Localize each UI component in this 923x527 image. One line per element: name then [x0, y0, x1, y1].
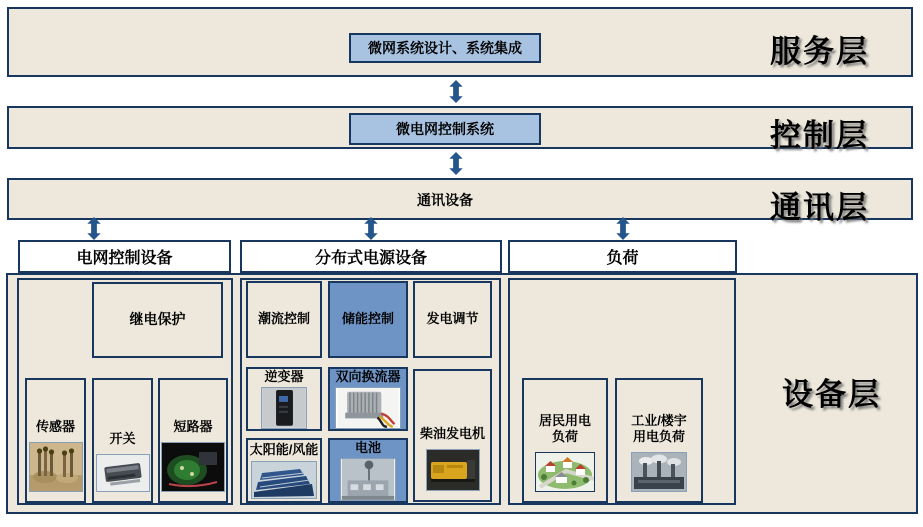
switch-photo [96, 454, 150, 492]
updown-arrow-icon [616, 217, 630, 240]
residential-load-label-line2: 负荷 [551, 428, 578, 444]
control-layer-label: 控制层 [770, 118, 869, 153]
industrial-load-photo [631, 452, 687, 492]
generation-regulation-box [413, 281, 492, 358]
updown-arrow-icon [449, 80, 463, 103]
diesel-generator-photo [426, 449, 480, 491]
solar-wind-label: 太阳能/风能 [249, 442, 319, 458]
diesel-generator-label: 柴油发电机 [419, 425, 485, 441]
breaker-label: 短路器 [173, 418, 213, 434]
column-header-load [508, 240, 737, 273]
switch-box [92, 378, 153, 503]
storage-control-label: 储能控制 [341, 311, 394, 327]
sensor-label: 传感器 [35, 418, 75, 434]
sensor-photo [29, 442, 83, 492]
switch-label: 开关 [109, 430, 136, 446]
column-header-distributed [240, 240, 502, 273]
service-system-label: 微网系统设计、系统集成 [368, 40, 522, 56]
power-flow-control-box [246, 281, 322, 358]
updown-arrow-icon [364, 217, 378, 240]
storage-control-box [328, 281, 408, 358]
bidirectional-converter-photo [335, 387, 401, 429]
device-layer-label: 设备层 [782, 377, 881, 412]
breaker-photo [161, 442, 225, 492]
relay-protection-box [92, 282, 223, 358]
power-flow-control-label: 潮流控制 [257, 311, 310, 327]
residential-load-photo [535, 452, 595, 492]
column-header-grid-control [18, 240, 231, 273]
control-system-box [349, 113, 541, 145]
sensor-box [25, 378, 86, 503]
control-system-label: 微电网控制系统 [396, 121, 494, 137]
industrial-load-box [615, 378, 703, 503]
load-header-label: 负荷 [606, 250, 639, 267]
inverter-label: 逆变器 [264, 369, 304, 384]
industrial-load-label-line2: 用电负荷 [632, 428, 685, 444]
bidirectional-converter-box [328, 367, 408, 431]
bidirectional-converter-label: 双向换流器 [335, 369, 401, 384]
solar-wind-photo [251, 461, 317, 499]
comm-layer-band [7, 178, 913, 225]
comm-layer-label: 通讯层 [770, 190, 869, 225]
battery-box [328, 438, 408, 503]
residential-load-box [522, 378, 608, 503]
updown-arrow-icon [449, 152, 463, 175]
solar-wind-box [246, 438, 322, 503]
battery-photo [340, 458, 396, 501]
diesel-generator-box [413, 369, 492, 502]
control-layer-band [7, 106, 913, 153]
service-system-box [349, 33, 541, 63]
inverter-photo [261, 387, 307, 429]
grid-control-header-label: 电网控制设备 [76, 250, 173, 267]
generation-regulation-label: 发电调节 [426, 311, 479, 327]
comm-device-label: 通讯设备 [417, 192, 473, 208]
inverter-box [246, 367, 322, 431]
breaker-box [158, 378, 228, 503]
battery-label: 电池 [354, 440, 381, 455]
industrial-load-label-line1: 工业/楼宇 [631, 412, 687, 428]
residential-load-label-line1: 居民用电 [538, 412, 591, 428]
service-layer-band [7, 7, 913, 77]
updown-arrow-icon [87, 217, 101, 240]
service-layer-label: 服务层 [770, 34, 869, 69]
distributed-header-label: 分布式电源设备 [314, 250, 427, 267]
relay-protection-label: 继电保护 [129, 311, 186, 328]
